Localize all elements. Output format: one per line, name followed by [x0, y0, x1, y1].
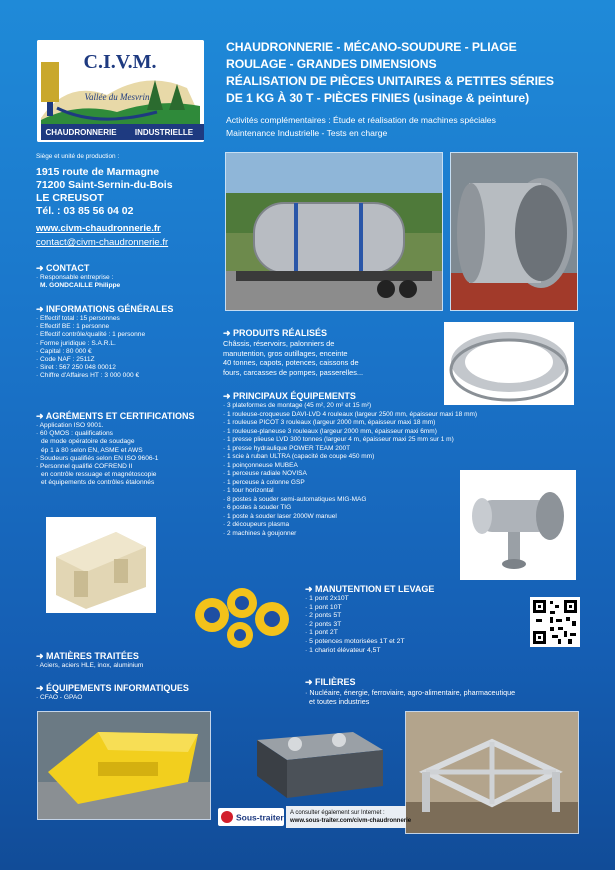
soustraiter-line1: A consulter également sur Internet : — [290, 810, 385, 816]
matieres-section — [36, 651, 143, 670]
info-line: · Forme juridique : S.A.R.L. — [36, 339, 116, 347]
logo-banner-right: INDUSTRIELLE — [134, 128, 194, 137]
filieres-title: ➜ FILIÈRES — [305, 677, 356, 687]
agrements-title: ➜ AGRÉMENTS ET CERTIFICATIONS — [36, 411, 195, 421]
photo-tank-on-trailer — [225, 152, 443, 311]
matieres-title: ➜ MATIÈRES TRAITÉES — [36, 651, 139, 661]
produit-line: Châssis, réservoirs, palonniers de — [223, 339, 335, 348]
logo-graphic — [37, 40, 204, 142]
info-line: · Effectif total : 15 personnes — [36, 315, 120, 322]
manutention-line: · 1 pont 10T — [305, 603, 342, 611]
contact-section — [36, 263, 120, 290]
agrement-line: · Soudeurs qualifiés selon EN ISO 9606-1 — [36, 454, 159, 462]
produit-line: fours, carcasses de pompes, passerelles... — [223, 367, 364, 377]
produit-line: manutention, gros outillages, enceinte — [223, 348, 348, 358]
agrement-line: · Application ISO 9001. — [36, 422, 104, 429]
equipements-section — [223, 391, 477, 538]
manutention-line: · 1 pont 2T — [305, 629, 338, 637]
informatique-line: · CFAO - GPAO — [36, 694, 83, 701]
agrement-line: ép 1 à 80 selon EN, ASME et AWS — [41, 446, 143, 454]
agrement-line: et équipements de contrôles étalonnés — [41, 479, 155, 487]
equipement-line: · 6 postes à souder TIG — [223, 504, 292, 511]
infos-section — [36, 304, 173, 381]
logo-motto: Vallée du Mesvrin — [84, 92, 150, 102]
headline-line: RÉALISATION DE PIÈCES UNITAIRES & PETITES SÉRIES — [226, 74, 554, 88]
headline-line: ROULAGE - GRANDES DIMENSIONS — [226, 57, 437, 71]
headline-line: DE 1 KG À 30 T - PIÈCES FINIES (usinage & peinture) — [226, 91, 530, 105]
complementary-activities — [226, 114, 496, 140]
address-street: 1915 route de Marmagne — [36, 166, 160, 178]
address-city: 71200 Saint-Sernin-du-Bois — [36, 179, 173, 191]
contact-title: ➜ CONTACT — [36, 263, 90, 273]
equipement-line: · 1 poste à souder laser 2000W manuel — [223, 512, 337, 520]
agrement-line: de mode opératoire de soudage — [41, 438, 135, 446]
photo-pipe-fitting — [460, 470, 576, 580]
equipement-line: · 1 scie à ruban ULTRA (capacité de coupe 450 mm) — [223, 453, 375, 460]
equipement-line: · 2 découpeurs plasma — [223, 521, 290, 528]
equipement-line: · 3 plateformes de montage (45 m², 20 m² et 15 m²) — [223, 402, 372, 409]
manutention-line: · 1 chariot élévateur 4,5T — [305, 646, 381, 654]
filieres-section — [305, 677, 515, 706]
manutention-line: · 2 ponts 3T — [305, 620, 342, 628]
equipement-line: · 1 rouleuse-planeuse 3 rouleaux (largeur 2000 mm, épaisseur maxi 6mm) — [223, 427, 437, 435]
manutention-line: · 2 ponts 5T — [305, 612, 342, 620]
photo-frame-part — [46, 517, 156, 613]
soustraiter-badge-text: Sous-traiter — [236, 812, 284, 823]
equipement-line: · 1 poinçonneuse MUBEA — [223, 461, 298, 469]
produits-title: ➜ PRODUITS RÉALISÉS — [223, 328, 328, 338]
equipement-line: · 1 presse plieuse LVD 300 tonnes (largeur 4 m, épaisseur maxi 25 mm sur 1 m) — [223, 436, 454, 443]
manutention-line: · 5 potences motorisées 1T et 2T — [305, 637, 405, 645]
produits-section — [223, 328, 363, 377]
equipement-line: · 8 postes à souder semi-automatiques MIG-MAG — [223, 495, 367, 503]
equipement-line: · 1 perceuse à colonne GSP — [223, 478, 305, 486]
equipements-title: ➜ PRINCIPAUX ÉQUIPEMENTS — [223, 391, 356, 401]
info-line: · Siret : 567 250 048 00012 — [36, 364, 116, 372]
sub-line: Activités complémentaires : Étude et réalisation de machines spéciales — [226, 115, 496, 125]
agrements-section — [36, 411, 195, 488]
photo-ring-flange — [444, 322, 574, 405]
info-line: · Effectif BE : 1 personne — [36, 323, 110, 331]
manutention-title: ➜ MANUTENTION ET LEVAGE — [305, 584, 435, 594]
agrement-line: · 60 QMOS : qualifications — [36, 430, 113, 438]
photo-steel-tank-box — [243, 712, 393, 802]
sub-line: Maintenance Industrielle - Tests en charge — [226, 128, 388, 138]
info-line: · Capital : 80 000 € — [36, 347, 92, 355]
equipement-line: · 1 tour horizontal — [223, 487, 274, 494]
photo-yellow-structure — [37, 711, 211, 820]
contact-line: M. GONDCAILLE Philippe — [40, 282, 121, 290]
company-logo — [37, 40, 204, 142]
agrement-line: · Personnel qualifié COFREND II — [36, 463, 133, 471]
filiere-line: · Nucléaire, énergie, ferroviaire, agro-alimentaire, pharmaceutique — [305, 688, 516, 697]
address-town: LE CREUSOT — [36, 192, 104, 204]
logo-name: C.I.V.M. — [83, 51, 157, 73]
equipement-line: · 1 perceuse radiale NOVISA — [223, 470, 307, 477]
soustraiter-logo[interactable] — [218, 808, 284, 826]
photo-cylinder-roll — [450, 152, 578, 311]
filiere-line: et toutes industries — [309, 697, 370, 707]
website-link[interactable]: www.civm-chaudronnerie.fr — [36, 223, 161, 234]
address-block — [36, 152, 173, 250]
info-line: · Effectif contrôle/qualité : 1 personne — [36, 331, 146, 339]
qr-code-icon[interactable] — [530, 597, 580, 647]
headline — [226, 39, 606, 107]
address-label: Siège et unité de production : — [36, 153, 120, 160]
info-line: · Chiffre d'Affaires HT : 3 000 000 € — [36, 372, 140, 380]
infos-title: ➜ INFORMATIONS GÉNÉRALES — [36, 304, 174, 314]
agrement-line: en contrôle ressuage et magnétoscopie — [41, 471, 157, 479]
informatique-title: ➜ ÉQUIPEMENTS INFORMATIQUES — [36, 683, 189, 693]
address-phone: Tél. : 03 85 56 04 02 — [36, 205, 134, 217]
photo-yellow-wheels — [192, 585, 292, 651]
equipement-line: · 1 rouleuse-croqueuse DAVI-LVD 4 rouleaux (largeur 2500 mm, épaisseur maxi 18 mm) — [223, 410, 478, 418]
contact-line: · Responsable entreprise : — [36, 274, 114, 281]
equipement-line: · 1 rouleuse PICOT 3 rouleaux (largeur 2000 mm, épaisseur maxi 18 mm) — [223, 419, 436, 426]
equipement-line: · 1 presse hydraulique POWER TEAM 200T — [223, 444, 351, 452]
soustraiter-link[interactable]: www.sous-traiter.com/civm-chaudronnerie — [290, 818, 412, 824]
produit-line: 40 tonnes, capots, potences, caissons de — [223, 358, 359, 368]
headline-line: CHAUDRONNERIE - MÉCANO-SOUDURE - PLIAGE — [226, 40, 517, 54]
photo-inox-frame — [405, 711, 579, 834]
equipement-line: · 2 machines à goujonner — [223, 529, 297, 537]
manutention-section — [305, 584, 434, 655]
informatique-section — [36, 683, 189, 702]
info-line: · Code NAF : 2511Z — [36, 356, 95, 364]
logo-banner-left: CHAUDRONNERIE — [45, 128, 117, 137]
manutention-line: · 1 pont 2x10T — [305, 595, 349, 602]
email-link[interactable]: contact@civm-chaudronnerie.fr — [36, 237, 169, 248]
matieres-line: · Aciers, aciers HLE, inox, aluminium — [36, 662, 144, 669]
soustraiter-text — [290, 809, 411, 825]
